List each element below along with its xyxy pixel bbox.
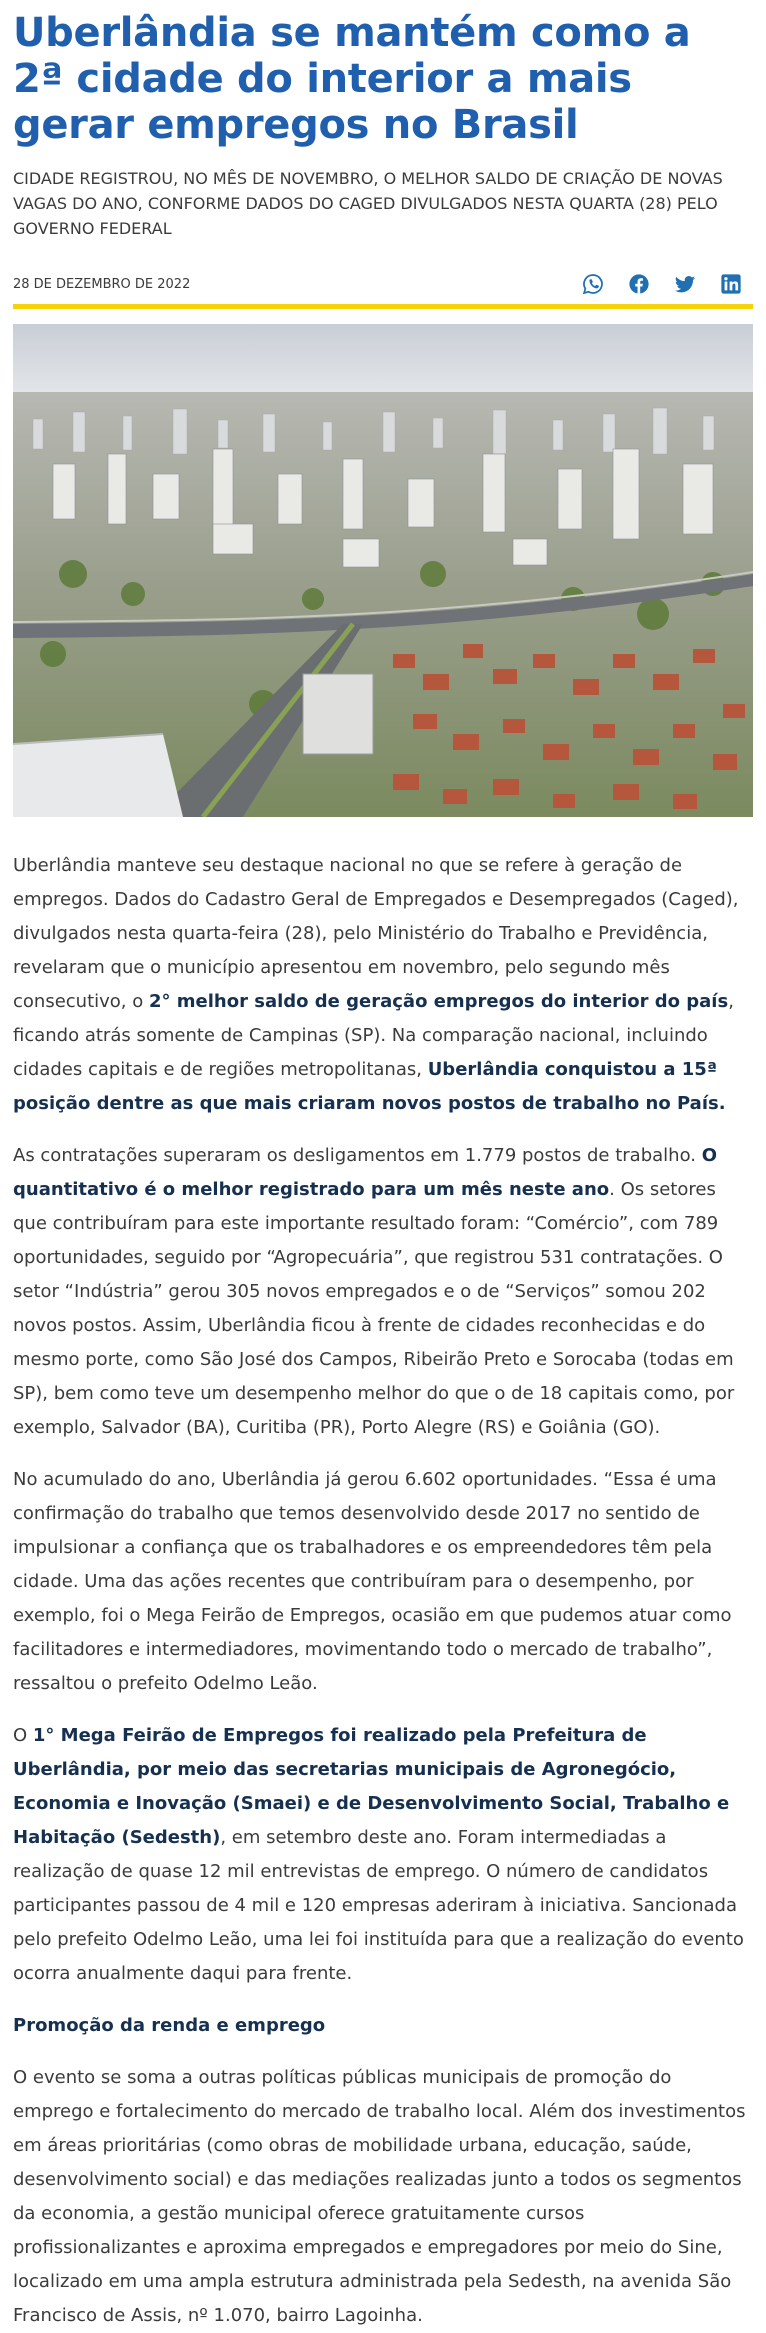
paragraph-text: . Os setores que contribuíram para este importante resultado foram: “Comércio”, com 789 oportunidades, seguido por “Agropecuária”, que registrou 531 contratações. O setor “Indústria” gerou 305 novos empregados e o de “Serviços” somou 202 novos postos. Assim, Uberlândia ficou à frente de cidades reconhecidas e do mesmo porte, como São José dos Campos, Ribeirão Preto e Sorocaba (todas em SP), bem como teve um desempenho melhor do que o de 18 capitais como, por exemplo, Salvador (BA), Curitiba (PR), Porto Alegre (RS) e Goiânia (GO). (13, 1179, 735, 1438)
paragraph-text: O (13, 1725, 33, 1746)
paragraph-text: Uberlândia manteve seu destaque nacional no que se refere à geração de empregos. Dados do Cadastro Geral de Empregados e Desempregados (Caged), divulgados nesta quarta-feira (28), pelo Ministério do Trabalho e Previdência, revelaram que o município apresentou em novembro, pelo segundo mês consecutivo, o (13, 855, 739, 1012)
paragraph (13, 1139, 753, 1445)
publish-date: 28 DE DEZEMBRO DE 2022 (13, 276, 191, 292)
section-heading: Promoção da renda e emprego (13, 2015, 326, 2036)
paragraph: No acumulado do ano, Uberlândia já gerou 6.602 oportunidades. “Essa é uma confirmação do trabalho que temos desenvolvido desde 2017 no sentido de impulsionar a confiança que os trabalhadores e os empreendedores têm pela cidade. Uma das ações recentes que contribuíram para o desempenho, por exemplo, foi o Mega Feirão de Empregos, ocasião em que pudemos atuar como facilitadores e intermediadores, movimentando todo o mercado de trabalho”, ressaltou o prefeito Odelmo Leão. (13, 1469, 732, 1694)
paragraph-bold: 2° melhor saldo de geração empregos do interior do país (148, 991, 729, 1012)
facebook-icon[interactable] (628, 273, 650, 295)
whatsapp-icon[interactable] (582, 273, 604, 295)
article-meta (13, 271, 753, 297)
article-body (13, 849, 753, 2333)
article-container (13, 10, 753, 2333)
linkedin-icon[interactable] (720, 273, 742, 295)
article-subtitle: CIDADE REGISTROU, NO MÊS DE NOVEMBRO, O MELHOR SALDO DE CRIAÇÃO DE NOVAS VAGAS DO ANO, CONFORME DADOS DO CAGED DIVULGADOS NESTA QUARTA (28) PELO GOVERNO FEDERAL (13, 169, 723, 238)
paragraph-text: As contratações superaram os desligamentos em 1.779 postos de trabalho. (13, 1145, 702, 1166)
paragraph (13, 849, 753, 1121)
paragraph: O evento se soma a outras políticas públicas municipais de promoção do emprego e fortalecimento do mercado de trabalho local. Além dos investimentos em áreas prioritárias (como obras de mobilidade urbana, educação, saúde, desenvolvimento social) e das mediações realizadas junto a todos os segmentos da economia, a gestão municipal oferece gratuitamente cursos profissionalizantes e aproxima empregados e empregadores por meio do Sine, localizado em uma ampla estrutura administrada pela Sedesth, na avenida São Francisco de Assis, nº 1.070, bairro Lagoinha. (13, 2067, 746, 2326)
paragraph (13, 1719, 753, 1991)
twitter-icon[interactable] (674, 273, 696, 295)
yellow-divider (13, 304, 753, 309)
paragraph-bold: O quantitativo é o melhor registrado para um mês neste ano (13, 1145, 718, 1200)
paragraph-bold: 1° Mega Feirão de Empregos foi realizado pela Prefeitura de Uberlândia, por meio das secretarias municipais de Agronegócio, Economia e Inovação (Smaei) e de Desenvolvimento Social, Trabalho e Habitação (Sedesth) (13, 1725, 730, 1848)
city-aerial-photo (13, 324, 753, 817)
paragraph-text: , ficando atrás somente de Campinas (SP). Na comparação nacional, incluindo cidades capitais e de regiões metropolitanas, (13, 991, 734, 1080)
paragraph-bold: Uberlândia conquistou a 15ª posição dentre as que mais criaram novos postos de trabalho no País. (13, 1059, 726, 1114)
article-title: Uberlândia se mantém como a 2ª cidade do interior a mais gerar empregos no Brasil (13, 10, 691, 148)
share-bar (582, 273, 742, 295)
paragraph-text: , em setembro deste ano. Foram intermediadas a realização de quase 12 mil entrevistas de emprego. O número de candidatos participantes passou de 4 mil e 120 empresas aderiram à iniciativa. Sancionada pelo prefeito Odelmo Leão, uma lei foi instituída para que a realização do evento ocorra anualmente daqui para frente. (13, 1827, 744, 1984)
